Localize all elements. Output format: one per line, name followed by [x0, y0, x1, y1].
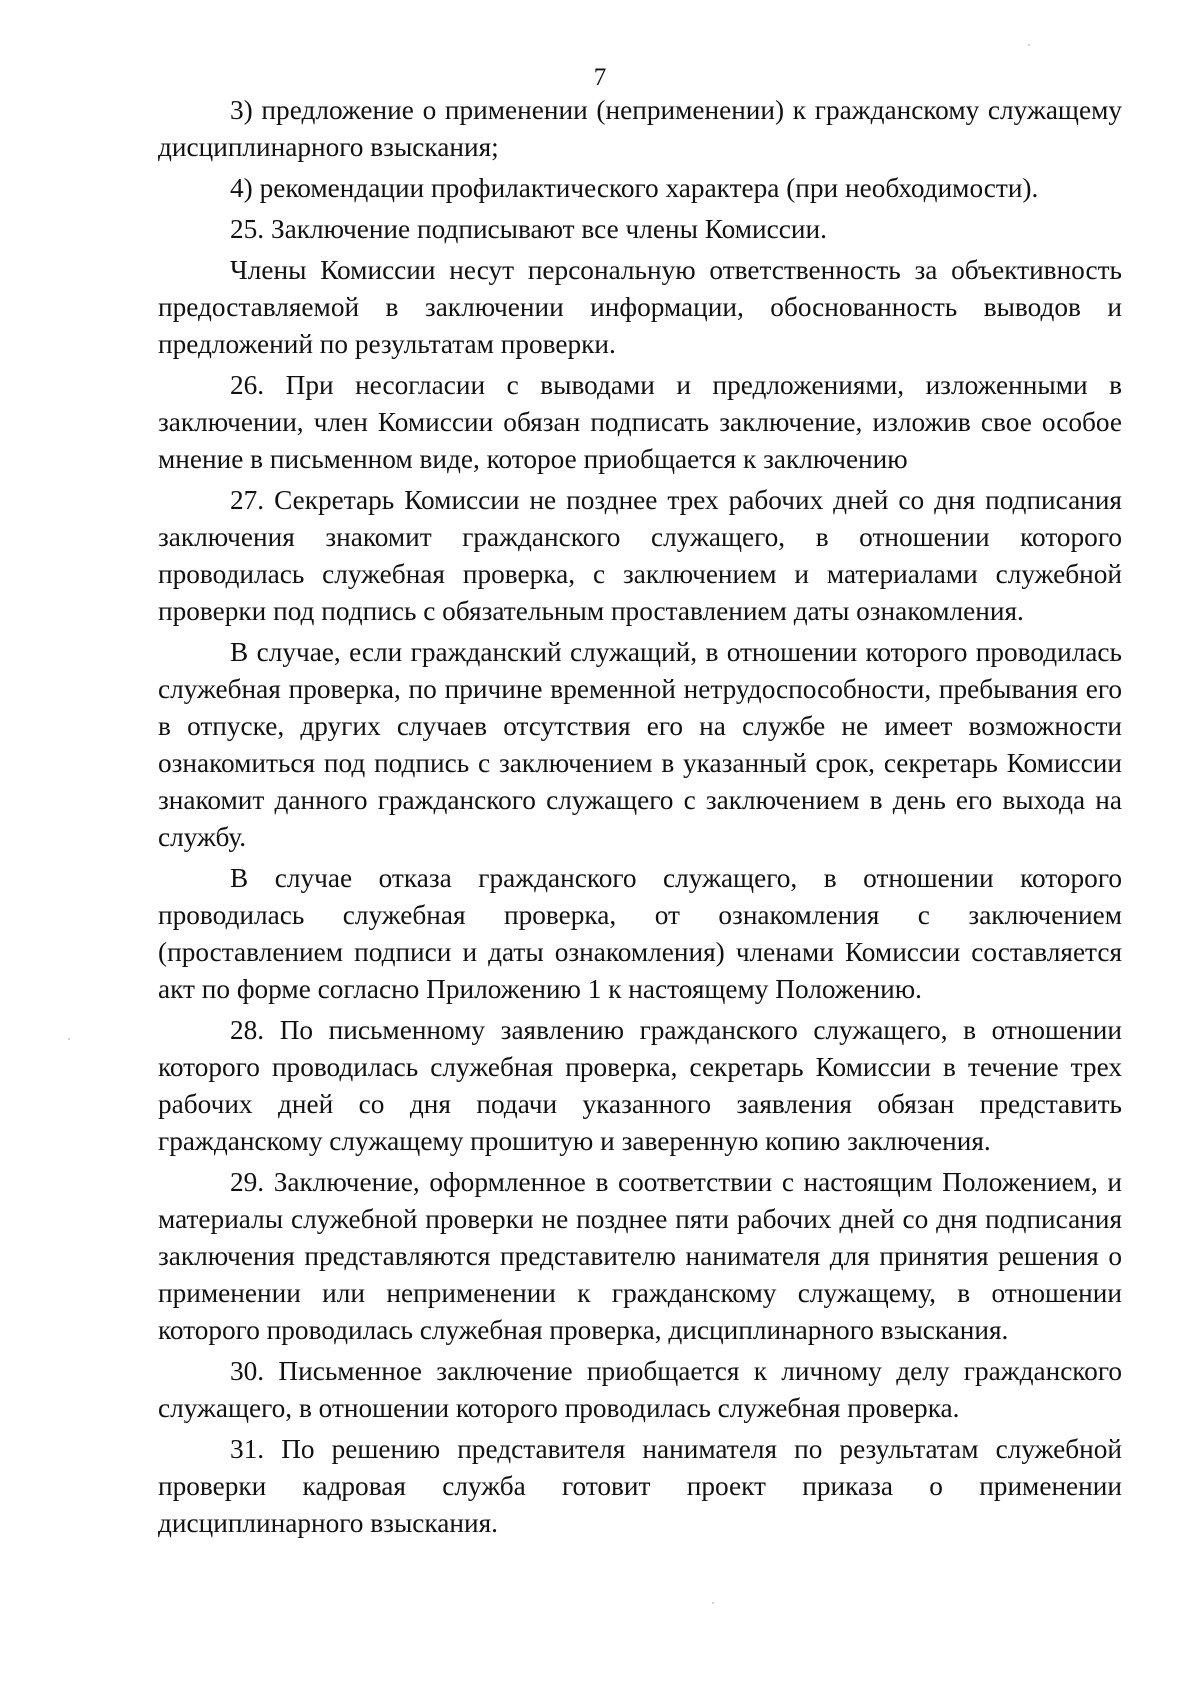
document-body — [158, 92, 1122, 1542]
scan-speck — [68, 1038, 70, 1040]
paragraph-26: 26. При несогласии с выводами и предложениями, изложенными в заключении, член Комиссии обязан подписать заключение, изложив свое особое мнение в письменном виде, которое приобщается к заключению — [158, 370, 1122, 474]
paragraph-item-4: 4) рекомендации профилактического характера (при необходимости). — [230, 173, 1039, 203]
paragraph-28: 28. По письменному заявлению гражданского служащего, в отношении которого проводилась служебная проверка, секретарь Комиссии в течение трех рабочих дней со дня подачи указанного заявления обязан представить гражданскому служащему прошитую и заверенную копию заключения. — [158, 1015, 1122, 1156]
paragraph-item-3: 3) предложение о применении (неприменении) к гражданскому служащему дисциплинарного взыскания; — [158, 95, 1122, 162]
paragraph-27: 27. Секретарь Комиссии не позднее трех рабочих дней со дня подписания заключения знакомит гражданского служащего, в отношении которого проводилась служебная проверка, с заключением и материалами служебной проверки под подпись с обязательным проставлением даты ознакомления. — [158, 485, 1122, 626]
paragraph-25-members-responsibility: Члены Комиссии несут персональную ответственность за объективность предоставляемой в заключении информации, обоснованность выводов и предложений по результатам проверки. — [158, 255, 1122, 359]
paragraph-27-refusal-case: В случае отказа гражданского служащего, в отношении которого проводилась служебная проверка, от ознакомления с заключением (проставлением подписи и даты ознакомления) членами Комиссии составляется акт по форме согласно Приложению 1 к настоящему Положению. — [158, 863, 1122, 1004]
scan-speck — [712, 1602, 714, 1604]
page-number: 7 — [593, 64, 607, 91]
paragraph-25: 25. Заключение подписывают все члены Комиссии. — [230, 214, 827, 244]
paragraph-31: 31. По решению представителя нанимателя по результатам служебной проверки кадровая служба готовит проект приказа о применении дисциплинарного взыскания. — [158, 1434, 1122, 1538]
paragraph-30: 30. Письменное заключение приобщается к личному делу гражданского служащего, в отношении которого проводилась служебная проверка. — [158, 1356, 1122, 1423]
paragraph-29: 29. Заключение, оформленное в соответствии с настоящим Положением, и материалы служебной проверки не позднее пяти рабочих дней со дня подписания заключения представляются представителю нанимателя для принятия решения о применении или неприменении к гражданскому служащему, в отношении которого проводилась служебная проверка, дисциплинарного взыскания. — [158, 1167, 1122, 1345]
paragraph-27-absence-case: В случае, если гражданский служащий, в отношении которого проводилась служебная проверка, по причине временной нетрудоспособности, пребывания его в отпуске, других случаев отсутствия его на службе не имеет возможности ознакомиться под подпись с заключением в указанный срок, секретарь Комиссии знакомит данного гражданского служащего с заключением в день его выхода на службу. — [158, 637, 1122, 852]
scan-speck — [1028, 44, 1030, 46]
